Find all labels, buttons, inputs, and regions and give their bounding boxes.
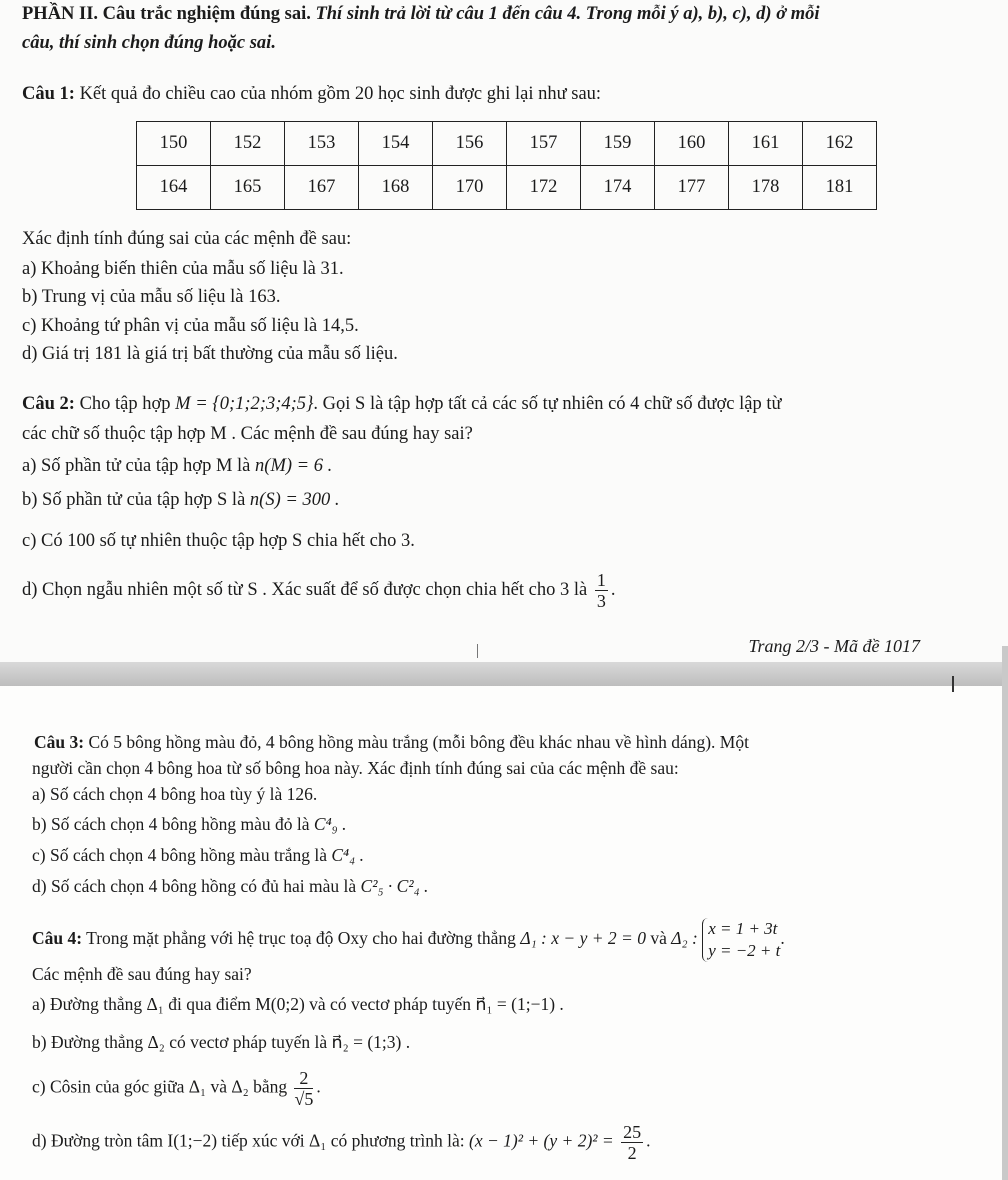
q2-option-b-math: n(S) = 300 .	[249, 490, 340, 510]
table-cell: 152	[211, 122, 285, 166]
height-table	[136, 121, 877, 210]
divider-mark	[477, 644, 478, 658]
q4-text-2: Các mệnh đề sau đúng hay sai?	[32, 964, 252, 984]
fraction-denominator: 2	[627, 1143, 637, 1163]
q2-option-d-text: d) Chọn ngẫu nhiên một số từ S . Xác suất để số được chọn chia hết cho 3 là	[22, 579, 588, 600]
table-row	[137, 122, 877, 166]
q3-option-b-math: C⁴₉ .	[313, 814, 347, 834]
q4-line-2-label: Δ₂ :	[671, 928, 698, 949]
q4-option-b: b) Đường thẳng Δ₂ có vectơ pháp tuyến là n⃗₂ = (1;3) .	[32, 1032, 411, 1052]
table-cell: 150	[137, 122, 211, 166]
q2-stem	[22, 394, 782, 415]
q4-option-d	[32, 1122, 650, 1163]
fraction-numerator: 25	[623, 1122, 642, 1142]
fraction-denominator: 3	[596, 591, 606, 611]
q4-stem	[32, 918, 785, 962]
table-cell: 172	[507, 166, 581, 210]
fraction-numerator: 2	[294, 1068, 313, 1089]
q2-option-b-text: b) Số phần tử của tập hợp S là	[22, 490, 246, 510]
part-title: PHẦN II. Câu trắc nghiệm đúng sai.	[22, 4, 311, 24]
q3-text-2: người cần chọn 4 bông hoa từ số bông hoa này. Xác định tính đúng sai của các mệnh đề sau:	[32, 758, 679, 778]
q3-option-c-math: C⁴₄ .	[331, 845, 364, 865]
page-footer: Trang 2/3 - Mã đề 1017	[748, 636, 920, 656]
page-divider	[0, 662, 1008, 686]
table-cell: 159	[581, 122, 655, 166]
table-cell: 165	[211, 166, 285, 210]
q3-stem	[34, 732, 749, 753]
q3-option-d	[32, 876, 428, 897]
q3-text-1: Có 5 bông hồng màu đỏ, 4 bông hồng màu trắng (mỗi bông đều khác nhau về hình dáng). Một	[88, 732, 749, 752]
table-cell: 157	[507, 122, 581, 166]
page-tick	[952, 676, 954, 692]
q4-option-d-end: .	[646, 1130, 651, 1151]
table-cell: 168	[359, 166, 433, 210]
table-cell: 170	[433, 166, 507, 210]
q2-option-c: c) Có 100 số tự nhiên thuộc tập hợp S chia hết cho 3.	[22, 531, 415, 551]
table-cell: 177	[655, 166, 729, 210]
system-end: .	[780, 928, 785, 949]
q2-text-2: . Gọi S là tập hợp tất cả các số tự nhiên có 4 chữ số được lập từ	[313, 394, 782, 414]
equation-system	[702, 918, 780, 962]
system-row-1: x = 1 + 3t	[708, 919, 778, 938]
q3-option-b-text: b) Số cách chọn 4 bông hồng màu đỏ là	[32, 814, 310, 834]
q2-text-3: các chữ số thuộc tập hợp M . Các mệnh đề sau đúng hay sai?	[22, 424, 473, 444]
q4-option-c-end: .	[316, 1076, 321, 1097]
table-cell: 174	[581, 166, 655, 210]
q3-option-d-math: C²₅ · C²₄ .	[360, 876, 429, 896]
q4-line-1: Δ₁ : x − y + 2 = 0	[520, 928, 646, 949]
q3-option-d-text: d) Số cách chọn 4 bông hồng có đủ hai màu là	[32, 876, 357, 896]
q3-option-a: a) Số cách chọn 4 bông hoa tùy ý là 126.	[32, 784, 318, 804]
q2-option-d	[22, 570, 615, 611]
q2-label: Câu 2:	[22, 394, 75, 414]
q3-option-c-text: c) Số cách chọn 4 bông hồng màu trắng là	[32, 845, 327, 865]
table-cell: 156	[433, 122, 507, 166]
fraction	[595, 570, 608, 611]
q4-option-d-math: (x − 1)² + (y + 2)² =	[469, 1130, 614, 1151]
q4-and: và	[650, 928, 667, 949]
q2-set: M = {0;1;2;3;4;5}	[175, 394, 314, 414]
part-instruction-1: Thí sinh trả lời từ câu 1 đến câu 4. Trong mỗi ý a), b), c), d) ở mỗi	[315, 4, 820, 24]
q1-label: Câu 1:	[22, 84, 75, 104]
q1-option-b: b) Trung vị của mẫu số liệu là 163.	[22, 287, 281, 307]
q4-text-1: Trong mặt phẳng với hệ trục toạ độ Oxy cho hai đường thẳng	[86, 928, 516, 949]
q3-label: Câu 3:	[34, 732, 85, 752]
q1-text: Kết quả đo chiều cao của nhóm gồm 20 học sinh được ghi lại như sau:	[79, 84, 602, 104]
table-cell: 154	[359, 122, 433, 166]
q3-option-c	[32, 845, 364, 866]
fraction	[294, 1068, 313, 1109]
q4-label: Câu 4:	[32, 928, 83, 949]
scrollbar[interactable]	[1002, 646, 1008, 1180]
fraction-denominator: √5	[294, 1089, 314, 1109]
q4-option-a: a) Đường thẳng Δ₁ đi qua điểm M(0;2) và có vectơ pháp tuyến n⃗₁ = (1;−1) .	[32, 994, 564, 1014]
system-row-2: y = −2 + t	[708, 941, 781, 960]
fraction-numerator: 1	[596, 570, 606, 590]
q4-option-d-text: d) Đường tròn tâm I(1;−2) tiếp xúc với Δ₁ có phương trình là:	[32, 1130, 465, 1151]
q1-instruction: Xác định tính đúng sai của các mệnh đề sau:	[22, 229, 352, 249]
part-instruction-2: câu, thí sinh chọn đúng hoặc sai.	[22, 33, 276, 53]
q1-option-d: d) Giá trị 181 là giá trị bất thường của mẫu số liệu.	[22, 344, 398, 364]
q4-option-c-text: c) Côsin của góc giữa Δ₁ và Δ₂ bằng	[32, 1076, 288, 1097]
q4-option-c	[32, 1068, 321, 1109]
table-cell: 153	[285, 122, 359, 166]
q1-option-a: a) Khoảng biến thiên của mẫu số liệu là 31.	[22, 259, 344, 279]
q1-stem	[22, 84, 601, 105]
table-cell: 161	[729, 122, 803, 166]
q2-option-b	[22, 490, 339, 511]
q1-option-c: c) Khoảng tứ phân vị của mẫu số liệu là 14,5.	[22, 316, 359, 336]
q2-option-a	[22, 456, 332, 477]
q3-option-b	[32, 814, 346, 835]
table-cell: 160	[655, 122, 729, 166]
q2-option-a-math: n(M) = 6 .	[255, 456, 333, 476]
q2-option-d-end: .	[610, 579, 616, 600]
q2-option-a-text: a) Số phần tử của tập hợp M là	[22, 456, 251, 476]
table-cell: 167	[285, 166, 359, 210]
q2-text-1: Cho tập hợp	[79, 394, 171, 414]
table-cell: 181	[803, 166, 877, 210]
table-cell: 178	[729, 166, 803, 210]
table-row	[137, 166, 877, 210]
table-cell: 164	[137, 166, 211, 210]
fraction	[621, 1122, 643, 1163]
table-cell: 162	[803, 122, 877, 166]
part-header	[22, 4, 820, 25]
